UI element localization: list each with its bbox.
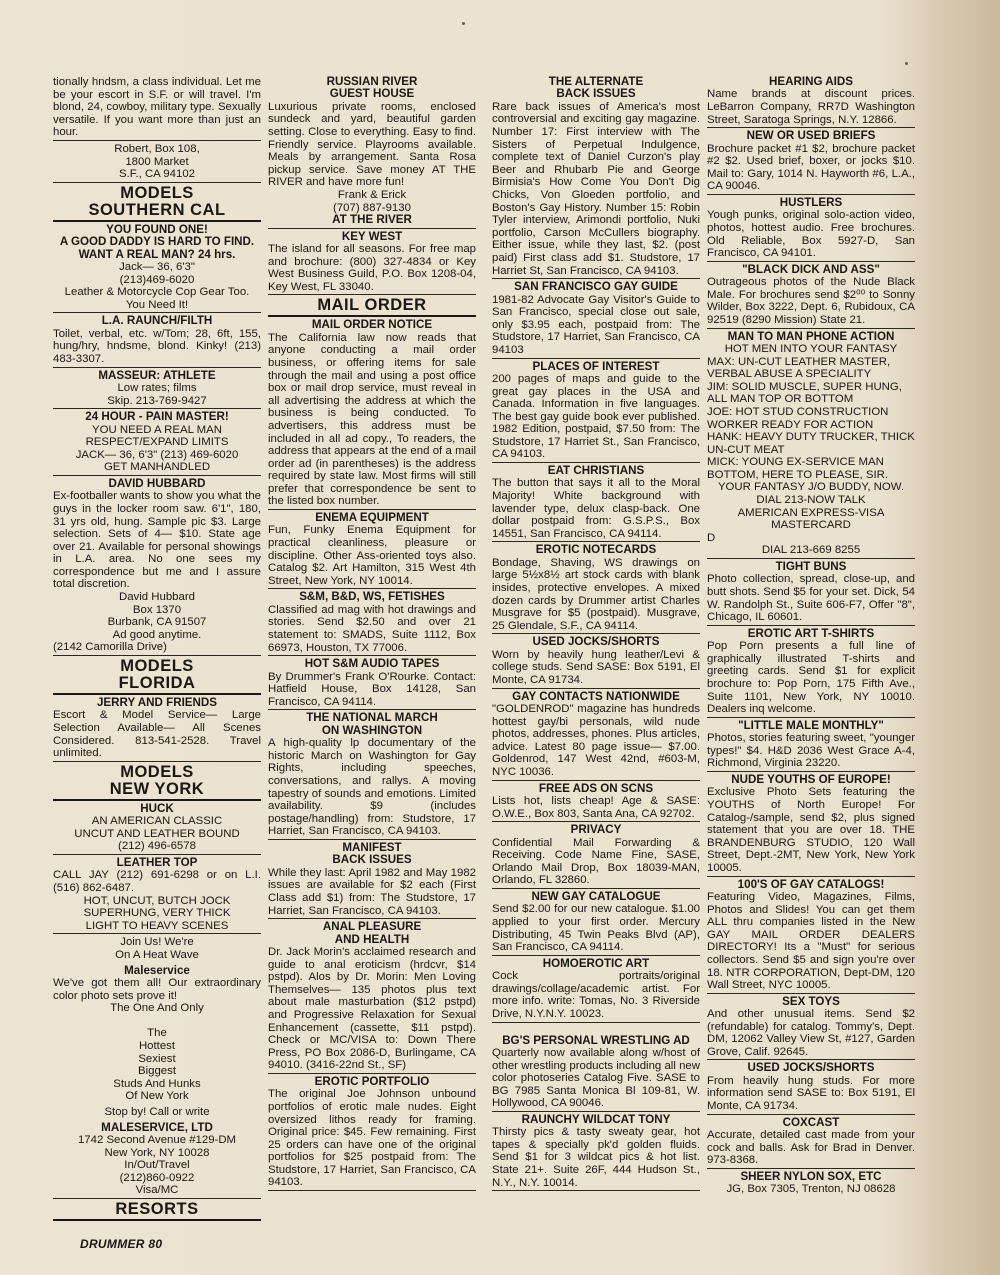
ad-heading: "LITTLE MALE MONTHLY" <box>738 718 884 732</box>
ad-body: Low rates; films Skip. 213-769-9427 <box>107 381 207 407</box>
ad-heading: RUSSIAN RIVER GUEST HOUSE <box>326 75 418 101</box>
section-heading: MODELS NEW YORK <box>109 762 205 798</box>
ad-heading: "BLACK DICK AND ASS" <box>742 262 880 276</box>
section-block <box>53 1201 261 1221</box>
classified-ad <box>707 1062 915 1114</box>
classified-ad <box>53 857 261 934</box>
ad-body: The original Joe Johnson unbound portfolios of erotic male nudes. Eight oversized lithos ready for framing. Original price: $45. Few remaining. First 25 orders can have one of the original portfolios for $25 postpaid from: The Studstore, 17 Harriet, San Francisco, CA 94103. <box>268 1088 476 1189</box>
ad-body: Classified ad mag with hot drawings and stories. Send $2.50 and over 21 statement to: SMADS, Suite 1112, Box 66973, Houston, TX 77006. <box>268 603 476 654</box>
section-heading: MODELS SOUTHERN CAL <box>88 183 226 219</box>
ad-body: While they last: April 1982 and May 1982 issues are available for $2 each (First Class add $1) from: The Studstore, 17 Harriet, San Francisco, CA 94103. <box>268 866 476 917</box>
classified-ad <box>53 224 261 314</box>
ad-body: Bondage, Shaving, WS drawings on large 5½x8½ art stock cards with blank insides, protective envelopes. A mixed dozen cards by Drummer artist Charles Musgrave for $5 (postpaid). Musgrave, 25 Glendale, S.F., CA 94114. <box>492 556 700 632</box>
ad-body: Lists hot, lists cheap! Age & SASE: O.W.E., Box 803, Santa Ana, CA 92702. <box>492 794 700 820</box>
ad-body: Luxurious private rooms, enclosed sundeck and yard, beautiful garden setting. Close to everything. Easy to find. Friendly service. Playrooms available. Meals by arrangement. Santa Rosa pickup service. Save money AT THE RIVER and have more fun! <box>268 100 476 189</box>
ad-heading: GAY CONTACTS NATIONWIDE <box>512 689 680 703</box>
column-2 <box>268 76 476 1193</box>
classified-ad <box>268 712 476 840</box>
ad-heading: AT THE RIVER <box>332 213 412 227</box>
ad-heading: MASSEUR: ATHLETE <box>98 368 216 382</box>
ad-heading: DAVID HUBBARD <box>108 476 206 490</box>
ad-heading: EROTIC ART T-SHIRTS <box>747 626 875 640</box>
ad-heading: TIGHT BUNS <box>775 560 847 574</box>
ad-body: Accurate, detailed cast made from your cock and balls. Ask for Brad in Denver. 973-8368. <box>707 1129 915 1167</box>
classified-ad <box>707 331 915 560</box>
ad-heading: S&M, B&D, WS, FETISHES <box>299 590 445 604</box>
ad-heading: EROTIC PORTFOLIO <box>314 1074 430 1088</box>
column-4 <box>707 76 915 1199</box>
classified-ad <box>53 315 261 367</box>
ad-heading: SAN FRANCISCO GAY GUIDE <box>514 280 678 294</box>
ad-body: Dr. Jack Morin's acclaimed research and guide to anal eroticism (hrdcvr, $14 pstpd). Alos by Dr. Morin: Men Loving Themselves— 135 photos plus text about male masturbation ($12 pstpd) and Progressive Relaxation for Sexual Enhancement (cassette, $11 pstpd). Check or MC/VISA to: Down There Press, PO Box 2086-D, Burlingame, CA 94010. (3416-22nd St., SF) <box>268 945 476 1072</box>
ad-body: The California law now reads that anyone conducting a mail order business, or offering items for sale through the mail and using a post office box or mail drop service, must reveal in all advertising the address at which the business is being conducted. To advertisers, this address must be included in all ad copy., To readers, the address that appears at the end of a mail order ad (in parentheses) is the address required by state law. Most firms will still prefer that correspondence be sent to the listed box number. <box>268 331 476 508</box>
ad-heading: 100'S OF GAY CATALOGS! <box>737 877 885 891</box>
ad-heading: Maleservice <box>124 963 190 977</box>
ad-heading: JERRY AND FRIENDS <box>96 696 218 710</box>
section-block <box>268 297 476 317</box>
classified-ad <box>707 561 915 626</box>
classified-ad <box>707 720 915 772</box>
ad-body: YOUR FANTASY J/O BUDDY, NOW. DIAL 213-NOW TALK AMERICAN EXPRESS-VISA MASTERCARD <box>717 481 905 532</box>
classified-ad <box>268 319 476 510</box>
section-block <box>53 764 261 801</box>
ad-body: The button that says it all to the Moral Majority! White background with lavender type, delux clasp-back. One dollar postpaid from: G.S.P.S., Box 14551, San Francisco, CA 94114. <box>492 477 700 540</box>
ad-body: Quarterly now available along w/host of other wrestling products including all new color photoseries Catalog Five. SASE to BG 7985 Santa Monica Bl 109-81, W. Hollywood, CA 90046. <box>492 1046 700 1110</box>
classified-ad <box>53 1106 261 1120</box>
ad-heading: MALESERVICE, LTD <box>101 1120 213 1134</box>
ad-body: Robert, Box 108, 1800 Market S.F., CA 94102 <box>114 142 200 181</box>
classified-ad <box>492 465 700 542</box>
ad-body: 1742 Second Avenue #129-DM New York, NY 10028 In/Out/Travel (212)860-0922 Visa/MC <box>77 1133 237 1197</box>
section-heading: MODELS FLORIDA <box>118 657 196 693</box>
ad-body: MAX: UN-CUT LEATHER MASTER, VERBAL ABUSE A SPECIALITY JIM: SOLID MUSCLE, SUPER HUNG, ALL MAN TOP OR BOTTOM JOE: HOT STUD CONSTRUCTION WORKER READY FOR ACTION HANK: HEAVY DUTY TRUCKER, THICK UN-CUT MEAT MICK: YOUNG EX-SERVICE MAN BOTTOM, HERE TO PLEASE, SIR. <box>707 355 915 481</box>
print-speck <box>462 22 465 25</box>
ad-heading: MAN TO MAN PHONE ACTION <box>727 329 895 343</box>
ad-body: From heavily hung studs. For more information send SASE to: Box 5191, El Monte, CA 91734. <box>707 1074 915 1113</box>
classified-ad <box>492 783 700 823</box>
classified-ad <box>492 281 700 358</box>
ad-heading: KEY WEST <box>341 229 403 243</box>
ad-heading: PRIVACY <box>570 823 622 837</box>
ad-heading: ENEMA EQUIPMENT <box>315 511 429 525</box>
classified-ad <box>268 921 476 1074</box>
ad-body: AN AMERICAN CLASSIC UNCUT AND LEATHER BOUND (212) 496-6578 <box>74 815 240 853</box>
ad-body: YOU NEED A REAL MAN RESPECT/EXPAND LIMITS JACK— 36, 6'3" (213) 469-6020 GET MANHANDLED <box>75 423 239 474</box>
classified-ad <box>53 370 261 410</box>
classified-ad <box>707 130 915 195</box>
classified-ad <box>268 231 476 296</box>
section-block <box>53 658 261 695</box>
classified-ad <box>707 264 915 329</box>
classified-ad <box>53 936 261 962</box>
ad-heading: L.A. RAUNCH/FILTH <box>101 314 213 328</box>
ad-heading: THE NATIONAL MARCH ON WASHINGTON <box>306 711 438 737</box>
ad-heading: NEW GAY CATALOGUE <box>531 889 661 903</box>
ad-body: 1981-82 Advocate Gay Visitor's Guide to San Francisco, special close out sale, only $3.95 each, postpaid from: The Studstore, 17 Harriet, San Francisco, CA 94103 <box>492 293 700 356</box>
ad-body: And other unusual items. Send $2 (refundable) for catalog. Tommy's, Dept. DM, 12062 Valley View St, #127, Garden Grove, Calif. 92645. <box>707 1008 915 1058</box>
classified-ad <box>707 628 915 718</box>
column-spacer <box>492 1025 700 1035</box>
ad-heading: LEATHER TOP <box>116 856 198 869</box>
ad-heading: SHEER NYLON SOX, ETC <box>740 1169 882 1183</box>
classified-ad <box>492 636 700 688</box>
ad-body: The island for all seasons. For free map and brochure: (800) 327-4834 or Key West Business Guild, P.O. Box 1208-04, Key West, FL 33040. <box>268 242 476 293</box>
classified-ad <box>53 76 261 141</box>
ad-body: Ex-footballer wants to show you what the guys in the locker room saw. 6'1", 180, 31 yrs old, hung. Sample pic $3. Large selection. Sets of 4— $10. State age over 21. Available for personal showings in L.A. area. No one sees my correspondence but me and I assure total discretion. <box>53 490 261 591</box>
ad-body: Brochure packet #1 $2, brochure packet #2 $2. Used brief, boxer, or jocks $10. Mail to: Gary, 1014 N. Hayworth #6, L.A., CA 90046. <box>707 142 915 193</box>
ad-heading: RAUNCHY WILDCAT TONY <box>521 1112 671 1126</box>
classified-ad <box>492 361 700 464</box>
classified-ad <box>268 1076 476 1191</box>
ad-body: Thirsty pics & tasty sweaty gear, hot tapes & specially pk'd golden fluids. Send $1 for 3 wildcat pics & hot list. State 21+. Suite 26F, 444 Hudson St., N.Y., N.Y. 10014. <box>492 1126 700 1189</box>
ad-heading: YOU FOUND ONE! A GOOD DADDY IS HARD TO FIND. WANT A REAL MAN? 24 hrs. <box>59 222 255 261</box>
section-heading: RESORTS <box>115 1199 199 1218</box>
ad-body: Fun, Funky Enema Equipment for practical cleanliness, pleasure or discipline. Other Ass-oriented toys also. Catalog $2. Art Hamilton, 315 West 4th Street, New York, NY 10014. <box>268 524 476 587</box>
classified-ad <box>707 996 915 1061</box>
classified-ad <box>53 478 261 656</box>
classified-ad <box>492 958 700 1023</box>
ad-body: Toilet, verbal, etc. w/Tom; 28, 6ft, 155, hung/hry, hndsme, blond. Kinky! (213) 483-3307. <box>53 327 261 365</box>
ad-heading: ANAL PLEASURE AND HEALTH <box>322 920 422 946</box>
ad-body: JG, Box 7305, Trenton, NJ 08628 <box>726 1183 896 1196</box>
ad-body: Frank & Erick (707) 887-9130 <box>333 188 411 214</box>
ad-body: Exclusive Photo Sets featuring the YOUTHS of North Europe! For Catalog-/sample, send $2, plus signed statement that you are over 18. THE BRANDENBURG STUDIO, 120 Wall Street, Dept.-2MT, New York, New York 10005. <box>707 786 915 874</box>
ad-body: HOT, UNCUT, BUTCH JOCK SUPERHUNG, VERY THICK LIGHT TO HEAVY SCENES <box>83 894 231 932</box>
classified-ad <box>53 1122 261 1199</box>
classified-ad <box>53 803 261 855</box>
ad-body: Featuring Video, Magazines, Films, Photos and Slides! You can get them ALL thru companies listed in the New GAY MAIL ORDER DEALERS DIRECTORY! Its a "Must" for serious collectors. Send $5 and sign you're over 18. NTR CORPORATION, Dept-DM, 120 Wall Street, NYC 10005. <box>707 890 915 992</box>
ad-heading: HUSTLERS <box>779 195 843 209</box>
classified-ad <box>268 591 476 656</box>
section-heading: MAIL ORDER <box>317 296 427 315</box>
ad-body: Confidential Mail Forwarding & Receiving. Code Name Fine, SASE, Orlando Mail Drop, Box 18039-MAN, Orlando, FL 32860. <box>492 836 700 887</box>
ad-body: The One And Only The Hottest Sexiest Biggest Studs And Hunks Of New York <box>110 1002 204 1103</box>
ad-body: Worn by heavily hung leather/Levi & college studs. Send SASE: Box 5191, El Monte, CA 91734. <box>492 648 700 686</box>
print-speck <box>905 62 908 65</box>
ad-heading: MANIFEST BACK ISSUES <box>332 840 412 867</box>
ad-body: HOT MEN INTO YOUR FANTASY <box>724 342 898 355</box>
ad-heading: THE ALTERNATE BACK ISSUES <box>548 75 644 101</box>
ad-heading: COXCAST <box>782 1115 840 1129</box>
classified-ad <box>707 1117 915 1169</box>
classified-ad <box>53 411 261 476</box>
classified-ad <box>492 891 700 956</box>
ad-heading: USED JOCKS/SHORTS <box>532 635 660 649</box>
ad-body: DIAL 213-669 8255 <box>761 544 861 557</box>
section-block <box>53 185 261 222</box>
ad-body: tionally hndsm, a class individual. Let me be your escort in S.F. or will travel. I'm blond, 24, cowboy, military type. Sexually versatile. If you want more than just an hour. <box>53 76 261 139</box>
classified-ad <box>492 824 700 889</box>
ad-body: Escort & Model Service— Large Selection Available— All Scenes Considered. 813-541-2528. Travel unlimited. <box>53 709 261 760</box>
ad-body: Yough punks, original solo-action video, photos, hottest audio. Free brochures. Old Reliable, Box 5927-D, San Francisco, CA 94101. <box>707 209 915 260</box>
ad-body: Pop Porn presents a full line of graphically illustrated T-shirts and greeting cards. Send $1 for explicit brochure to: Pop Porn, 175 Fifth Ave., Suite 1101, New York, NY 10010. Dealers inq welcome. <box>707 640 915 716</box>
classified-ad <box>707 774 915 877</box>
ad-heading: USED JOCKS/SHORTS <box>747 1061 875 1075</box>
ad-heading: HOMOEROTIC ART <box>542 956 650 970</box>
ad-heading: HOT S&M AUDIO TAPES <box>304 657 440 671</box>
ad-body: David Hubbard Box 1370 Burbank, CA 91507 Ad good anytime. <box>107 591 207 641</box>
ad-heading: MAIL ORDER NOTICE <box>311 318 433 332</box>
ad-body: D <box>707 531 716 544</box>
ad-body: By Drummer's Frank O'Rourke. Contact: Hatfield House, Box 14128, San Francisco, CA 94114. <box>268 670 476 708</box>
ad-heading: NEW OR USED BRIEFS <box>746 129 876 143</box>
classified-ad <box>492 1035 700 1112</box>
ad-heading: 24 HOUR - PAIN MASTER! <box>85 410 229 424</box>
ad-heading: PLACES OF INTEREST <box>532 359 660 373</box>
classified-ad <box>53 965 261 1104</box>
classified-ad <box>53 697 261 762</box>
column-3 <box>492 76 700 1193</box>
classified-ad <box>53 143 261 183</box>
ad-heading: EAT CHRISTIANS <box>547 464 645 478</box>
classified-ad <box>268 842 476 919</box>
classified-ad <box>492 76 700 279</box>
ad-heading: EROTIC NOTECARDS <box>535 543 657 557</box>
ad-body: Cock portraits/original drawings/collage/academic artist. For more info. write: Tomas, No. 3 Riverside Drive, N.Y.N.Y. 10023. <box>492 970 700 1020</box>
column-1 <box>53 76 261 1223</box>
ad-body: Stop by! Call or write <box>104 1105 210 1118</box>
ad-body: Photos, stories featuring sweet, "younger types!" $4. H&D 2036 West Grace A-4, Richmond, Virginia 23220. <box>707 732 915 770</box>
ad-body: (2142 Camorilla Drive) <box>53 641 167 654</box>
ad-body: CALL JAY (212) 691-6298 or on L.I. (516) 862-6487. <box>53 869 261 894</box>
ad-body: Outrageous photos of the Nude Black Male. For brochures send $2⁰⁰ to Sonny Wilder, Box 3222, Dept. 6, Rubidoux, CA 92519 (8290 Mission) State 21. <box>707 276 915 326</box>
ad-body: Jack— 36, 6'3" (213)469-6020 Leather & Motorcycle Cop Gear Too. You Need It! <box>64 260 250 311</box>
ad-body: We've got them all! Our extraordinary color photo sets prove it! <box>53 976 261 1002</box>
ad-heading: HEARING AIDS <box>769 75 853 88</box>
classified-ad <box>492 691 700 781</box>
ad-body: Join Us! We're On A Heat Wave <box>115 936 199 961</box>
ad-heading: FREE ADS ON SCNS <box>538 781 654 795</box>
ad-body: A high-quality lp documentary of the historic March on Washington for Gay Rights, including speeches, conversations, and rallys. A moving tapestry of sounds and emotions. Limited availability. $9 (includes postage/handling) from: Studstore, 17 Harriet, San Francisco, CA 94103. <box>268 737 476 838</box>
classified-ad <box>492 544 700 634</box>
ad-heading: NUDE YOUTHS OF EUROPE! <box>731 772 891 786</box>
ad-body: "GOLDENROD" magazine has hundreds hottest gay/bi personals, wild nude photos, addresses, phones. Plus articles, advice. Latest 80 page issue— $7.00. Goldenrod, 147 West 42nd, #603-M, NYC 10036. <box>492 703 700 778</box>
classified-ad <box>268 658 476 710</box>
ad-body: 200 pages of maps and guide to the great gay places in the USA and Canada. Information in five languages. The best gay guide book ever published. 1982 Edition, postpaid, $7.50 from: The Studstore, 17 Harriet St., San Francisco, CA 94103. <box>492 372 700 461</box>
ad-body: Name brands at discount prices. LeBarron Company, RR7D Washington Street, Saratoga Springs, N.Y. 12866. <box>707 88 915 126</box>
classified-ad <box>492 1114 700 1191</box>
ad-heading: SEX TOYS <box>782 994 840 1008</box>
ad-body: Rare back issues of America's most controversial and exciting gay magazine. Number 17: First interview with The Sisters of Perpetual Indulgence, complete text of Daniel Curzon's play Beer and Rhubarb Pie and George Birmisia's How Come You Don't Dig Chicks, Von Gloeden portfolio, and Boston's Gay History. Number 15: Robin Tyler interview, Arimondi portfolio, Nuki portfolio, Carson McCullers biography. Either issue, while they last, $2. (post paid) First class add $1. Studstore, 17 Harriet St, San Francisco, CA 94103. <box>492 100 700 277</box>
ad-heading: BG'S PERSONAL WRESTLING AD <box>502 1033 690 1047</box>
ad-body: Send $2.00 for our new catalogue. $1.00 applied to your first order. Mercury Distributing, 45 Twin Peaks Blvd (AP), San Francisco, CA 94114. <box>492 903 700 954</box>
ad-heading: HUCK <box>140 801 174 815</box>
ad-body: Photo collection, spread, close-up, and butt shots. Send $5 for your set. Dick, 54 W. Randolph St., Suite 606-F7, Offer "8", Chicago, IL 60601. <box>707 573 915 624</box>
classified-ad <box>707 76 915 128</box>
classified-ad <box>707 197 915 262</box>
classified-ad <box>707 879 915 994</box>
classified-ad <box>707 1171 915 1197</box>
page-folio: DRUMMER 80 <box>80 1237 163 1251</box>
classified-ad <box>268 76 476 229</box>
classified-ad <box>268 512 476 589</box>
